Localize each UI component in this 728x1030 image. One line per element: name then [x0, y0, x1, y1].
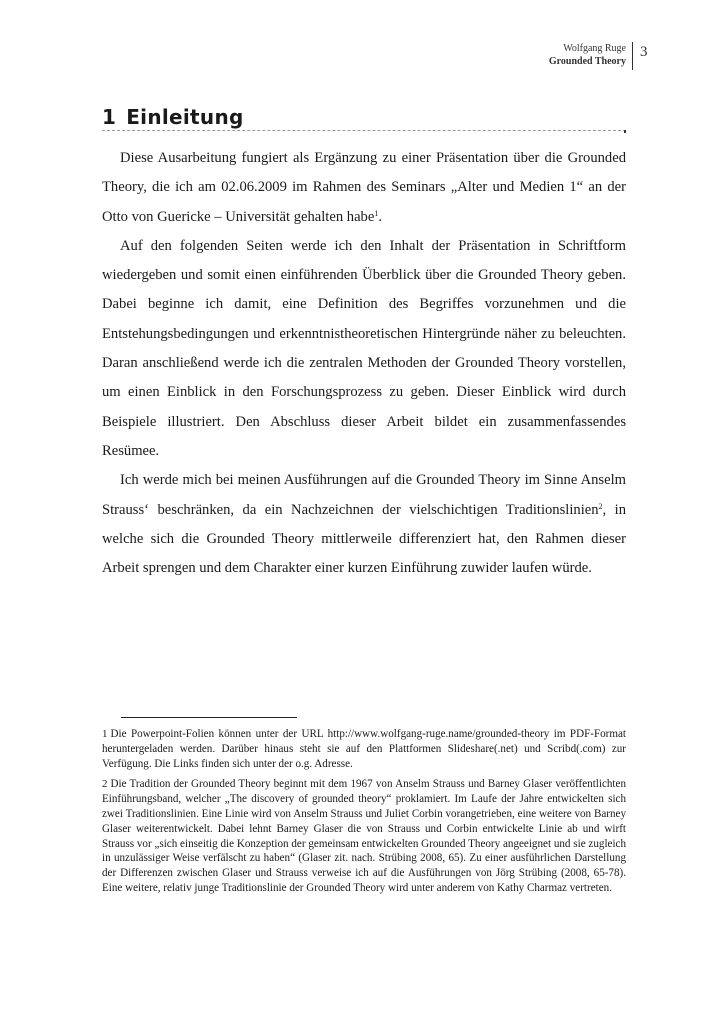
header-title: Grounded Theory: [548, 56, 626, 67]
chapter-heading: [102, 104, 626, 130]
body-text: [102, 144, 626, 583]
footnote-1-mark: 1: [102, 728, 108, 740]
heading-rule: [102, 130, 626, 131]
footnote-1: [102, 727, 626, 771]
footnotes: [102, 727, 626, 902]
page-number: 3: [640, 44, 648, 60]
heading-rule-end: [624, 130, 626, 133]
paragraph-2: Auf den folgenden Seiten werde ich den Inhalt der Präsentation in Schriftform wiedergeben und somit einen einführenden Überblick über die Grounded Theory geben. Dabei beginne ich damit, eine Definition des Begriffes vorzunehmen und die Entstehungsbedingungen und erkenntnistheoretischen Hintergründe näher zu beleuchten. Daran anschließend werde ich die zentralen Methoden der Grounded Theory vorstellen, um einen Einblick in den Forschungsprozess zu geben. Dieser Einblick wird durch Beispiele illustriert. Den Abschluss dieser Arbeit bildet ein zusammenfassendes Resümee.: [102, 237, 626, 459]
footnote-1-text: Die Powerpoint-Folien können unter der URL http://www.wolfgang-ruge.name/grounded-theory im PDF-Format heruntergeladen werden. Darüber hinaus steht sie auf den Plattformen Slideshare(.net) und Scribd(.com) zur Verfügung. Die Links finden sich unter der o.g. Adresse.: [102, 728, 626, 770]
page-header: [0, 42, 728, 72]
paragraph-1-end: .: [378, 208, 382, 225]
header-separator: [632, 42, 633, 70]
footnote-separator: [121, 717, 297, 718]
footnote-2: [102, 777, 626, 895]
paragraph-3-text-b: , in welche sich die Grounded Theory mittlerweile differenziert hat, den Rahmen dieser Arbeit sprengen und dem Charakter einer kurzen Einführung zuwider laufen würde.: [102, 501, 626, 577]
chapter-number: 1: [102, 105, 117, 129]
chapter-title-text: Einleitung: [126, 105, 244, 129]
chapter-title: [102, 104, 626, 130]
paragraph-1: [102, 144, 626, 232]
running-header: [549, 42, 626, 68]
footnote-ref-2[interactable]: 2: [598, 501, 603, 511]
header-author: Wolfgang Ruge: [563, 43, 626, 54]
footnote-2-mark: 2: [102, 778, 108, 791]
footnote-2-text: Die Tradition der Grounded Theory beginnt mit dem 1967 von Anselm Strauss und Barney Glaser veröffentlichten Einführungsband, welcher „The discovery of grounded theory“ proklamiert. Im Laufe der Jahre entwickelten sich zwei Traditionslinien. Eine Linie wird von Anselm Strauss und Juliet Corbin vorangetrieben, eine weitere von Barney Glaser weiterentwickelt. Dabei lehnt Barney Glaser die von Strauss und Corbin entwickelte Linie ab und wirft Strauss vor „sich einseitig die Konzeption der gemeinsam entwickelten Grounded Theory angeeignet und sie zugleich in unzulässiger Weise verfälscht zu haben“ (Glaser zit. nach. Strübing 2008, 65). Zu einer ausführlichen Darstellung der Differenzen zwischen Glaser und Strauss verweise ich auf die Ausführungen von Jörg Strübing (2008, 65-78). Eine weitere, relativ junge Traditionslinie der Grounded Theory wird unter anderem von Kathy Charmaz vertreten.: [102, 778, 626, 894]
paragraph-1-text: Diese Ausarbeitung fungiert als Ergänzung zu einer Präsentation über die Grounded Theory, die ich am 02.06.2009 im Rahmen des Seminars „Alter und Medien 1“ an der Otto von Guericke – Universität gehalten habe: [102, 150, 626, 225]
footnote-ref-1[interactable]: 1: [374, 208, 379, 218]
paragraph-3-text-a: Ich werde mich bei meinen Ausführungen auf die Grounded Theory im Sinne Anselm Strauss‘ beschränken, da ein Nachzeichnen der vielschichtigen Traditionslinien: [102, 472, 626, 518]
paragraph-3: [102, 466, 626, 583]
